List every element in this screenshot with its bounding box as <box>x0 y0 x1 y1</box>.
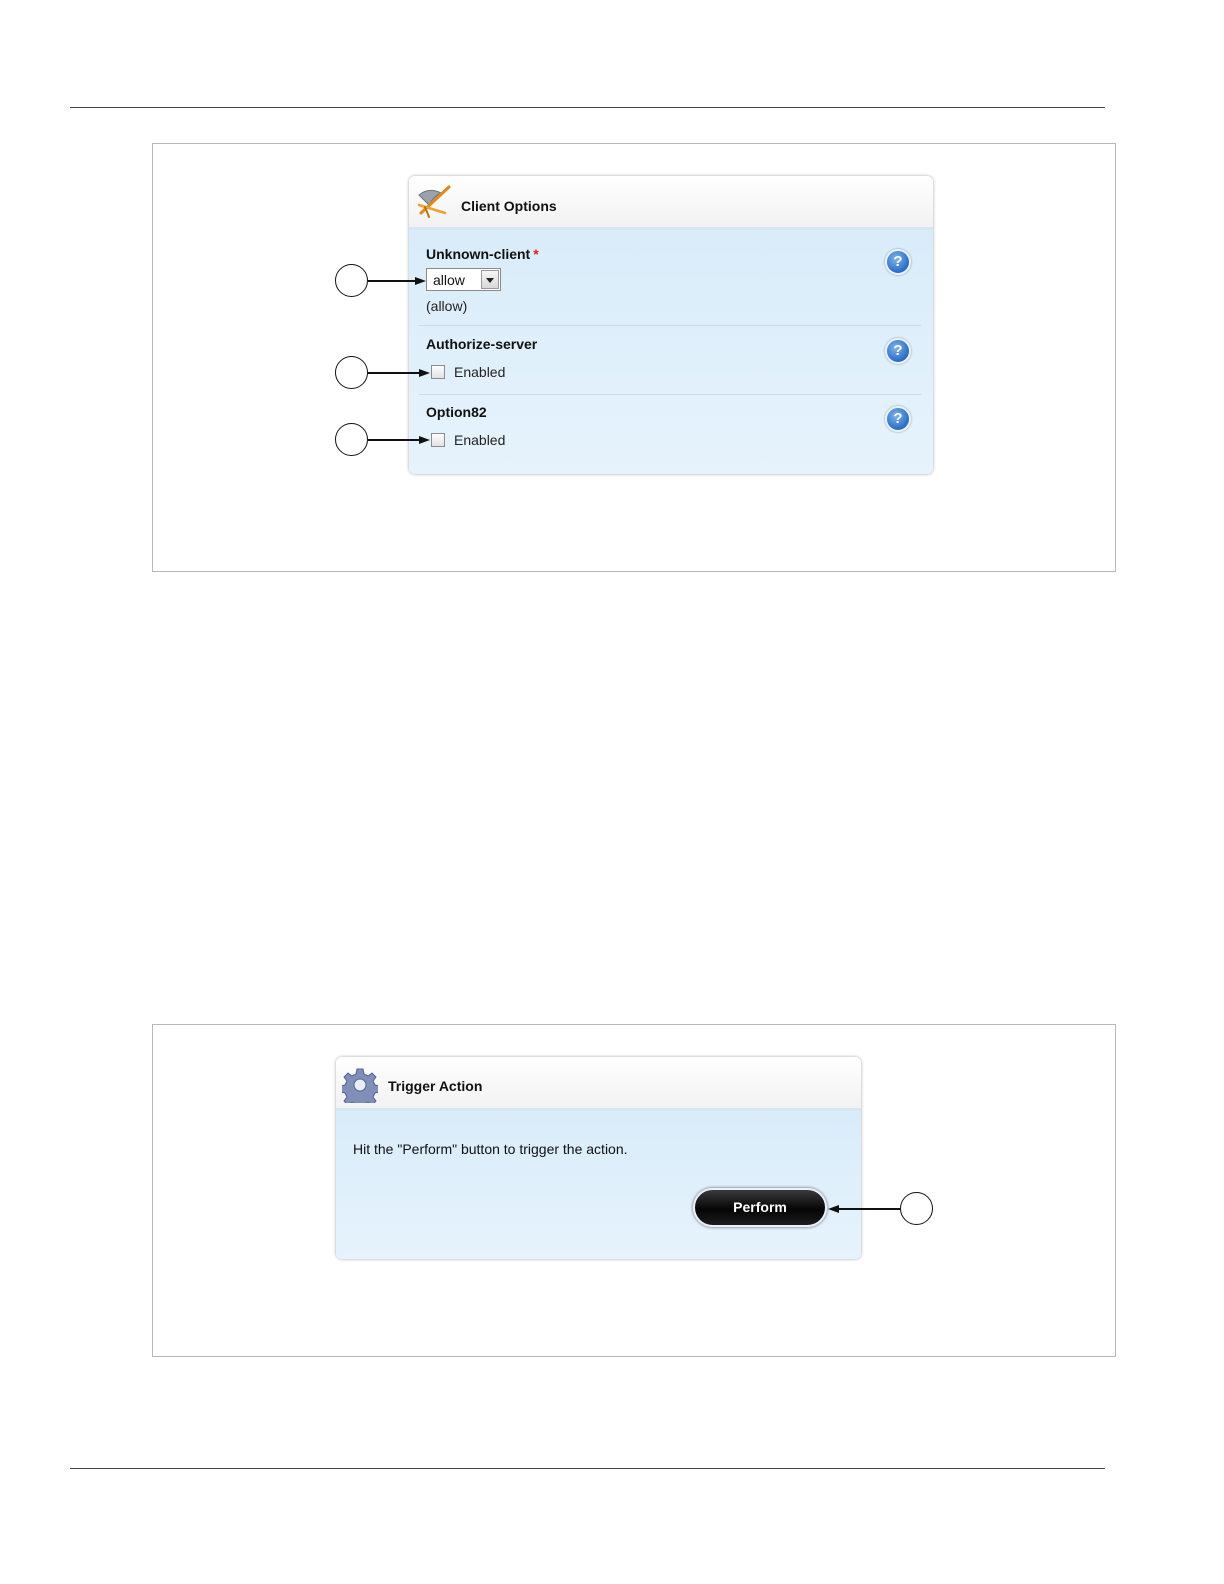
callout-arrow <box>368 439 420 441</box>
panel-body <box>409 230 933 474</box>
help-icon[interactable]: ? <box>885 406 911 432</box>
gear-icon <box>342 1067 378 1103</box>
panel-body <box>336 1111 861 1259</box>
callout-arrow <box>368 280 416 282</box>
authorize-server-checkbox-label[interactable]: Enabled <box>454 364 506 380</box>
client-options-panel <box>409 176 933 474</box>
authorize-server-checkbox[interactable] <box>431 365 445 379</box>
unknown-client-field <box>409 230 933 322</box>
help-icon[interactable]: ? <box>885 249 911 275</box>
required-marker: * <box>533 246 539 262</box>
chevron-down-icon[interactable] <box>481 270 499 289</box>
callout-circle <box>335 356 368 389</box>
option82-checkbox-label[interactable]: Enabled <box>454 432 506 448</box>
callout-circle <box>335 264 368 297</box>
arrow-head-icon <box>419 369 430 377</box>
help-icon[interactable]: ? <box>885 338 911 364</box>
page-footer-rule <box>70 1468 1105 1469</box>
unknown-client-select[interactable] <box>426 268 501 291</box>
callout-arrow <box>838 1208 901 1210</box>
option82-checkbox[interactable] <box>431 433 445 447</box>
arrow-head-icon <box>419 436 430 444</box>
arrow-head-icon <box>415 277 426 285</box>
authorize-server-field <box>409 326 933 394</box>
callout-circle <box>335 423 368 456</box>
page-header-rule <box>70 107 1105 108</box>
panel-title: Trigger Action <box>388 1078 483 1094</box>
select-value: allow <box>433 272 465 288</box>
wand-icon <box>415 183 453 221</box>
instruction-text: Hit the "Perform" button to trigger the action. <box>353 1141 628 1157</box>
authorize-server-label: Authorize-server <box>426 336 538 352</box>
callout-circle <box>900 1192 933 1225</box>
panel-title: Client Options <box>461 198 557 214</box>
unknown-client-label: Unknown-client * <box>426 246 539 262</box>
option82-field <box>409 395 933 467</box>
unknown-client-default: (allow) <box>426 298 468 314</box>
option82-label: Option82 <box>426 404 487 420</box>
trigger-action-panel <box>336 1057 861 1259</box>
callout-arrow <box>368 372 420 374</box>
panel-header <box>336 1057 861 1111</box>
perform-button[interactable]: Perform <box>693 1188 827 1227</box>
panel-header <box>409 176 933 230</box>
